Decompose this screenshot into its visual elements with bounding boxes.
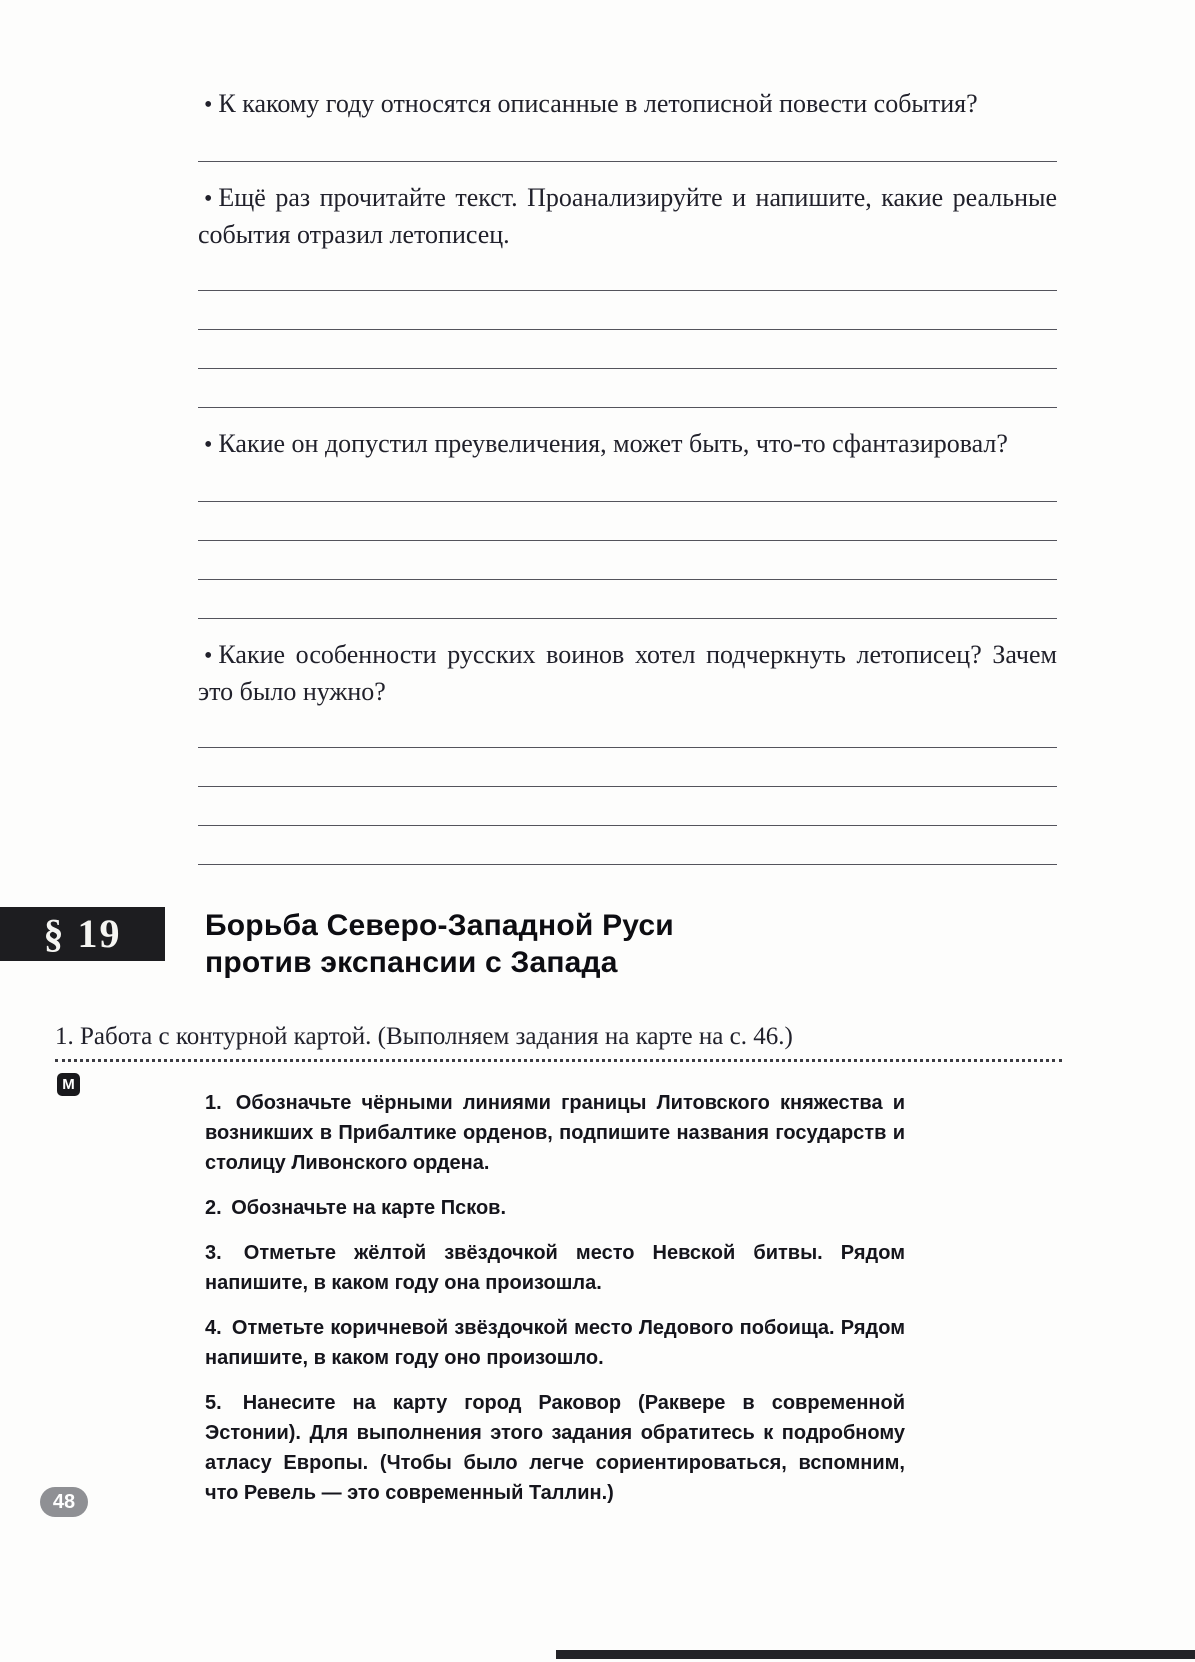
task-number: 3. (205, 1242, 222, 1264)
section-title-line2: против экспансии с Запада (205, 946, 618, 979)
question-text: • Какие особенности русских воинов хотел подчеркнуть летописец? Зачем это было нужно? (198, 640, 1057, 706)
task-item: 5. Нанесите на карту город Раковор (Раквере в современной Эстонии). Для выполнения этого задания обратитесь к подробному атласу Европы. (Чтобы было легче сориентироваться, вспомним, что Ревель — это современный Таллин.) (205, 1392, 905, 1504)
section-header (0, 907, 1195, 981)
map-work-header: 1. Работа с контурной картой. (Выполняем задания на карте на с. 46.) (55, 1023, 793, 1050)
answer-line (198, 580, 1057, 619)
section-number-box (0, 907, 165, 961)
answer-line (198, 123, 1057, 162)
answer-line (198, 787, 1057, 826)
question-text: • Ещё раз прочитайте текст. Проанализируйте и напишите, какие реальные события отразил летописец. (198, 183, 1057, 249)
bullet-icon: • (204, 186, 213, 212)
task-number: 5. (205, 1392, 222, 1414)
answer-line (198, 748, 1057, 787)
task-item: 4. Отметьте коричневой звёздочкой место Ледового побоища. Рядом напишите, в каком году оно произошло. (205, 1317, 905, 1369)
bullet-icon: • (204, 643, 213, 669)
answer-line (198, 330, 1057, 369)
page-number-badge: 48 (40, 1487, 88, 1517)
answer-line (198, 463, 1057, 502)
bullet-icon: • (204, 92, 213, 118)
answer-line (198, 541, 1057, 580)
answer-line (198, 709, 1057, 748)
task-item: 1. Обозначьте чёрными линиями границы Литовского княжества и возникших в Прибалтике орденов, подпишите названия государств и столицу Ливонского ордена. (205, 1092, 905, 1174)
answer-line (198, 826, 1057, 865)
section-title-line1: Борьба Северо-Западной Руси (205, 909, 674, 942)
answer-line (198, 291, 1057, 330)
question-block (198, 86, 1057, 162)
bullet-icon: • (204, 432, 213, 458)
task-item: 3. Отметьте жёлтой звёздочкой место Невской битвы. Рядом напишите, в каком году она произошла. (205, 1242, 905, 1294)
question-block (198, 637, 1057, 865)
task-number: 1. (205, 1092, 222, 1114)
task-number: 2. (205, 1197, 222, 1219)
question-text: • Какие он допустил преувеличения, может быть, что-то сфантазировал? (204, 429, 1008, 458)
question-text: • К какому году относятся описанные в летописной повести события? (204, 89, 978, 118)
answer-line (198, 369, 1057, 408)
dotted-divider (55, 1059, 1062, 1062)
section-title (205, 907, 674, 981)
map-tasks-list (205, 1088, 905, 1508)
map-marker-icon: М (57, 1073, 80, 1096)
question-block (198, 426, 1057, 619)
task-item: 2. Обозначьте на карте Псков. (205, 1197, 507, 1219)
answer-line (198, 502, 1057, 541)
map-work-section (0, 981, 1195, 1508)
task-number: 4. (205, 1317, 222, 1339)
question-block (198, 180, 1057, 408)
answer-line (198, 252, 1057, 291)
section-number: § 19 (43, 911, 122, 956)
bottom-edge-bar (556, 1650, 1195, 1659)
